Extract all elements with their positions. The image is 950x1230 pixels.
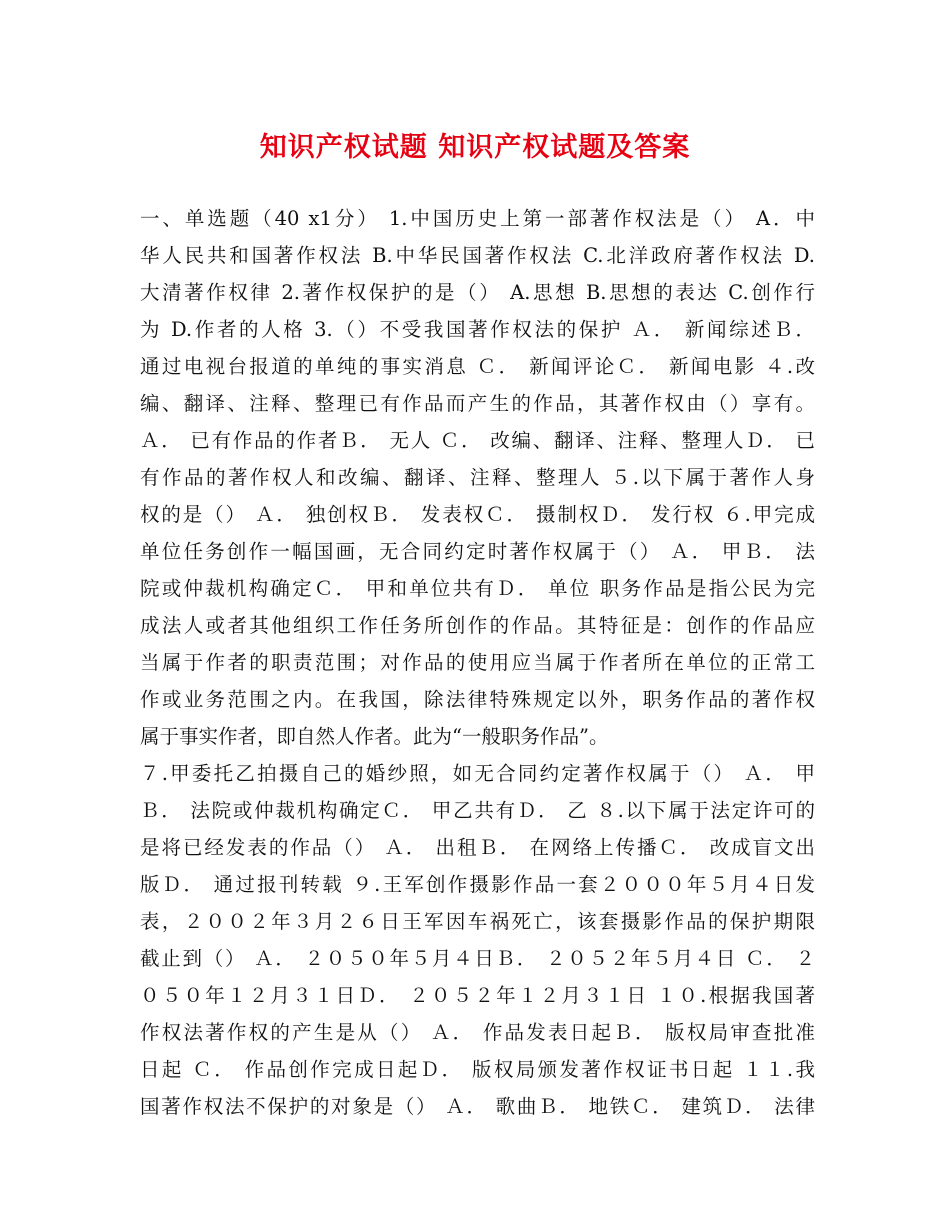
text-line: 院或仲裁机构确定Ｃ． 甲和单位共有Ｄ． 单位 职务作品是指公民为完 xyxy=(140,577,815,600)
text-line: 版Ｄ． 通过报刊转载 ９.王军创作摄影作品一套２０００年５月４日发 xyxy=(140,873,815,896)
text-line: 一、单选题（40 x1分） 1.中国历史上第一部著作权法是（） A．中 xyxy=(140,207,815,230)
text-line: 作权法著作权的产生是从（） Ａ． 作品发表日起Ｂ． 版权局审查批准 xyxy=(140,1021,815,1044)
text-line: 截止到（） Ａ． ２０５０年５月４日Ｂ． ２０５２年５月４日 Ｃ． ２ xyxy=(140,947,815,970)
text-line: 单位任务创作一幅国画，无合同约定时著作权属于（） Ａ． 甲Ｂ． 法 xyxy=(140,540,815,563)
text-line: 日起 Ｃ． 作品创作完成日起Ｄ． 版权局颁发著作权证书日起 １１.我 xyxy=(140,1058,815,1081)
text-line: 权的是（） Ａ． 独创权Ｂ． 发表权Ｃ． 摄制权Ｄ． 发行权 ６.甲完成 xyxy=(140,503,815,526)
text-line: 表，２００２年３月２６日王军因车祸死亡，该套摄影作品的保护期限 xyxy=(140,910,815,933)
text-line: ７.甲委托乙拍摄自己的婚纱照，如无合同约定著作权属于（） Ａ． 甲 xyxy=(140,762,815,785)
text-line: 作或业务范围之内。在我国，除法律特殊规定以外，职务作品的著作权 xyxy=(140,688,815,711)
text-line: 成法人或者其他组织工作任务所创作的作品。其特征是：创作的作品应 xyxy=(140,614,815,637)
document-title: 知识产权试题 知识产权试题及答案 xyxy=(259,132,691,163)
text-line: 华人民共和国著作权法 B.中华民国著作权法 C.北洋政府著作权法 D. xyxy=(140,244,815,267)
text-line: 当属于作者的职责范围；对作品的使用应当属于作者所在单位的正常工 xyxy=(140,651,815,674)
text-line: 是将已经发表的作品（） Ａ． 出租Ｂ． 在网络上传播Ｃ． 改成盲文出 xyxy=(140,836,815,859)
text-line: Ｂ． 法院或仲裁机构确定Ｃ． 甲乙共有Ｄ． 乙 ８.以下属于法定许可的 xyxy=(140,799,815,822)
text-line: 有作品的著作权人和改编、翻译、注释、整理人 ５.以下属于著作人身 xyxy=(140,466,815,489)
text-line: 为 D.作者的人格 3.（）不受我国著作权法的保护 Ａ． 新闻综述Ｂ． xyxy=(140,318,815,341)
text-line: 属于事实作者，即自然人作者。此为“一般职务作品”。 xyxy=(140,725,609,748)
text-line: 编、翻译、注释、整理已有作品而产生的作品，其著作权由（）享有。 xyxy=(140,392,815,415)
text-line: 大清著作权律 2.著作权保护的是（） A.思想 B.思想的表达 C.创作行 xyxy=(140,281,815,304)
text-line: 通过电视台报道的单纯的事实消息 Ｃ． 新闻评论Ｃ． 新闻电影 ４.改 xyxy=(140,355,815,378)
text-line: 国著作权法不保护的对象是（） Ａ． 歌曲Ｂ． 地铁Ｃ． 建筑Ｄ． 法律 xyxy=(140,1095,815,1118)
text-line: ０５０年１２月３１日Ｄ． ２０５２年１２月３１日 １０.根据我国著 xyxy=(140,984,815,1007)
document-body xyxy=(140,200,815,1125)
text-line: Ａ． 已有作品的作者Ｂ． 无人 Ｃ． 改编、翻译、注释、整理人Ｄ． 已 xyxy=(140,429,815,452)
